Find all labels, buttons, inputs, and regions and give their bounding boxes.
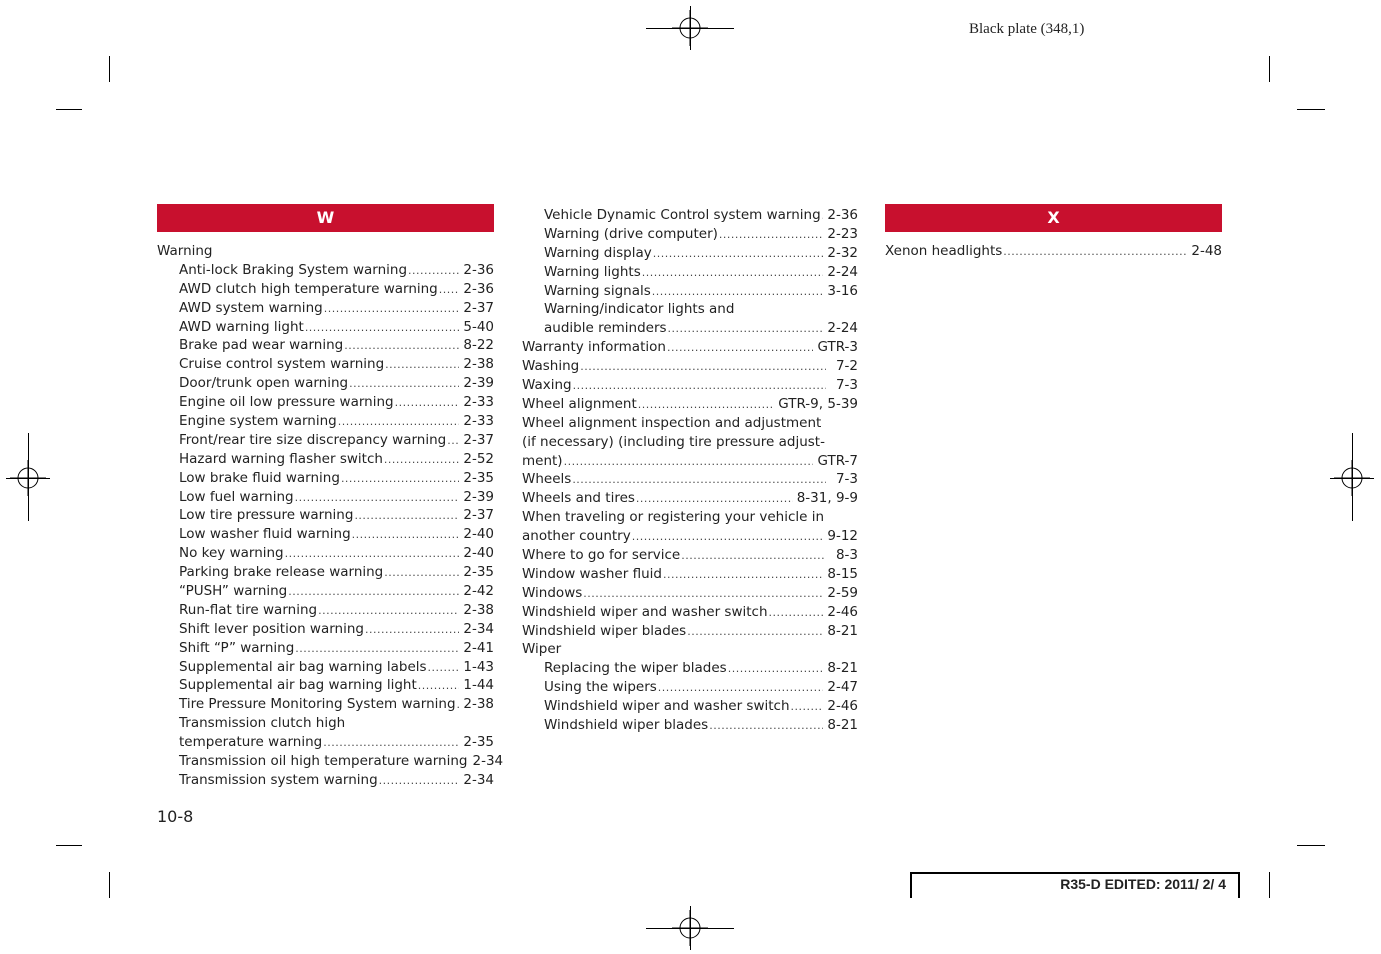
index-entry xyxy=(522,546,858,565)
entry-page: 2-38 xyxy=(463,601,494,618)
entry-text: Supplemental air bag warning labels xyxy=(179,658,427,675)
leader-dots xyxy=(318,601,459,620)
entry-text: Shift “P” warning xyxy=(179,639,295,656)
entry-text: Warning display xyxy=(544,244,652,261)
index-entry xyxy=(157,374,494,393)
entry-text: Windshield wiper blades xyxy=(544,717,709,734)
index-list xyxy=(522,659,858,735)
index-entry xyxy=(157,601,494,620)
entry-text: AWD system warning xyxy=(179,299,323,316)
leader-dots xyxy=(457,695,460,714)
entry-page: 8-31, 9-9 xyxy=(796,490,858,507)
leader-dots xyxy=(728,659,824,678)
leader-dots xyxy=(305,318,460,337)
entry-text: temperature warning xyxy=(179,734,323,751)
entry-page: 7-2 xyxy=(835,358,858,375)
index-entry xyxy=(157,639,494,658)
index-entry xyxy=(157,431,494,450)
index-entry xyxy=(157,506,494,525)
leader-dots xyxy=(564,452,814,471)
entry-text: Anti-lock Braking System warning xyxy=(179,261,408,278)
leader-dots xyxy=(324,299,460,318)
index-entry xyxy=(522,565,858,584)
entry-page: 2-37 xyxy=(463,299,494,316)
entry-text: Wheels xyxy=(522,471,572,488)
entry-text: Xenon headlights xyxy=(885,242,1003,259)
entry-text: Transmission oil high temperature warning xyxy=(179,753,468,770)
index-entry xyxy=(522,395,858,414)
index-list xyxy=(522,470,858,508)
crop-mark xyxy=(1297,845,1325,846)
leader-dots xyxy=(636,489,793,508)
crop-mark xyxy=(56,845,82,846)
index-entry xyxy=(522,452,858,471)
section-header-w: W xyxy=(157,204,494,232)
leader-dots xyxy=(295,488,460,507)
leader-dots xyxy=(385,355,459,374)
index-entry xyxy=(157,563,494,582)
entry-page: 2-34 xyxy=(463,620,494,637)
leader-dots xyxy=(384,450,459,469)
index-entry xyxy=(157,544,494,563)
index-entry xyxy=(157,525,494,544)
entry-text: Using the wipers xyxy=(544,679,657,696)
entry-page: 2-36 xyxy=(827,206,858,223)
index-entry xyxy=(157,299,494,318)
entry-page: 1-44 xyxy=(463,677,494,694)
entry-page: 5-40 xyxy=(463,318,494,335)
entry-page: 2-46 xyxy=(827,603,858,620)
leader-dots xyxy=(580,357,826,376)
leader-dots xyxy=(447,431,459,450)
leader-dots xyxy=(719,225,823,244)
leader-dots xyxy=(791,697,824,716)
entry-page: 2-40 xyxy=(463,545,494,562)
entry-text: Waxing xyxy=(522,377,572,393)
index-list xyxy=(522,206,858,300)
entry-page: 8-21 xyxy=(827,660,858,677)
index-entry xyxy=(885,242,1222,261)
index-entry xyxy=(157,582,494,601)
page-number: 10-8 xyxy=(157,807,194,826)
entry-text: Warning lights xyxy=(544,263,641,280)
index-entry xyxy=(157,488,494,507)
entry-page: 8-21 xyxy=(827,717,858,734)
index-entry xyxy=(522,697,858,716)
entry-text: Wheel alignment xyxy=(522,395,637,412)
index-entry xyxy=(522,263,858,282)
entry-page: GTR-9, 5-39 xyxy=(778,395,858,412)
crop-mark xyxy=(1269,872,1270,898)
leader-dots xyxy=(288,582,459,601)
entry-page: 2-33 xyxy=(463,413,494,429)
index-list xyxy=(522,338,858,414)
leader-dots xyxy=(338,412,460,431)
leader-dots xyxy=(663,565,823,584)
plate-label: Black plate (348,1) xyxy=(969,21,1085,37)
entry-page: 2-38 xyxy=(463,356,494,373)
index-entry xyxy=(522,489,858,508)
entry-text: Low brake fluid warning xyxy=(179,469,340,486)
index-entry xyxy=(157,450,494,469)
index-entry-continued: Wheel alignment inspection and adjustment xyxy=(522,414,822,431)
index-list xyxy=(157,752,504,790)
index-entry xyxy=(522,584,858,603)
index-entry-continued: Transmission clutch high xyxy=(179,715,346,732)
leader-dots xyxy=(323,733,459,752)
entry-text: AWD clutch high temperature warning xyxy=(179,280,438,297)
index-entry xyxy=(522,225,858,244)
leader-dots xyxy=(709,716,823,735)
leader-dots xyxy=(428,658,460,677)
index-entry-continued: When traveling or registering your vehicle in xyxy=(522,509,825,526)
index-entry xyxy=(522,206,858,225)
entry-page: 2-24 xyxy=(827,263,858,280)
leader-dots xyxy=(384,563,459,582)
leader-dots xyxy=(349,374,459,393)
index-entry xyxy=(522,603,858,622)
leader-dots xyxy=(1003,242,1187,261)
index-heading-wiper: Wiper xyxy=(522,641,562,658)
index-entry xyxy=(157,695,494,714)
index-list xyxy=(522,546,858,640)
index-entry xyxy=(522,659,858,678)
entry-text: Window washer fluid xyxy=(522,565,662,582)
entry-page: 2-41 xyxy=(463,639,494,656)
index-entry xyxy=(522,716,858,735)
index-entry xyxy=(522,244,858,263)
entry-page: 2-32 xyxy=(827,244,858,261)
entry-text: Supplemental air bag warning light xyxy=(179,677,417,694)
index-entry-continued: Warning/indicator lights and xyxy=(544,301,735,318)
index-entry xyxy=(522,678,858,697)
entry-page: 2-59 xyxy=(827,584,858,601)
leader-dots xyxy=(667,338,814,357)
leader-dots xyxy=(408,261,459,280)
crop-mark xyxy=(1330,478,1374,479)
entry-page: 2-42 xyxy=(463,583,494,600)
crop-mark xyxy=(109,872,110,898)
entry-text: No key warning xyxy=(179,545,284,562)
entry-text: Wheels and tires xyxy=(522,490,635,507)
index-column-3 xyxy=(885,204,1222,261)
entry-text: another country xyxy=(522,528,631,545)
entry-text: Front/rear tire size discrepancy warning xyxy=(179,431,447,448)
index-entry xyxy=(157,261,494,280)
leader-dots xyxy=(769,603,824,622)
index-heading-warning: Warning xyxy=(157,243,213,259)
entry-page: 2-37 xyxy=(463,507,494,524)
entry-text: Vehicle Dynamic Control system warning xyxy=(544,206,821,223)
index-entry-continued: (if necessary) (including tire pressure adjust- xyxy=(522,433,825,450)
entry-page: 2-48 xyxy=(1191,242,1222,259)
entry-text: Engine oil low pressure warning xyxy=(179,394,394,411)
entry-page: 9-12 xyxy=(827,528,858,545)
entry-page: 2-34 xyxy=(472,753,504,770)
entry-page: 8-22 xyxy=(463,337,494,354)
entry-page: 2-39 xyxy=(463,375,494,392)
crop-mark xyxy=(109,56,110,82)
entry-page: 7-3 xyxy=(835,377,858,393)
entry-text: Shift lever position warning xyxy=(179,620,364,637)
index-entry xyxy=(522,338,858,357)
index-entry xyxy=(157,355,494,374)
crop-mark xyxy=(56,109,82,110)
index-entry xyxy=(522,470,858,489)
index-entry xyxy=(157,658,494,677)
entry-text: Windshield wiper and washer switch xyxy=(522,603,768,620)
entry-text: Parking brake release warning xyxy=(179,564,384,581)
entry-page: 3-16 xyxy=(827,282,858,299)
entry-page: 8-3 xyxy=(835,547,858,564)
entry-page: 2-24 xyxy=(827,320,858,337)
entry-page: 2-35 xyxy=(463,734,494,751)
entry-page: 2-23 xyxy=(827,225,858,242)
leader-dots xyxy=(583,584,823,603)
entry-page: 1-43 xyxy=(463,658,494,675)
entry-text: Windows xyxy=(522,584,583,601)
entry-text: Brake pad wear warning xyxy=(179,337,344,354)
entry-text: AWD warning light xyxy=(179,318,304,335)
index-column-1 xyxy=(157,204,504,790)
entry-page: 2-46 xyxy=(827,698,858,715)
entry-page: 2-38 xyxy=(463,696,494,713)
index-entry xyxy=(157,336,494,355)
leader-dots xyxy=(352,525,460,544)
entry-text: Low washer fluid warning xyxy=(179,526,351,543)
index-entry xyxy=(157,469,494,488)
index-entry xyxy=(522,622,858,641)
leader-dots xyxy=(344,336,459,355)
crop-mark xyxy=(6,478,50,479)
index-entry xyxy=(157,393,494,412)
entry-page: 2-36 xyxy=(463,280,494,297)
leader-dots xyxy=(687,622,823,641)
crop-mark xyxy=(1352,433,1353,521)
entry-page: GTR-3 xyxy=(817,339,858,356)
leader-dots xyxy=(681,546,826,565)
leader-dots xyxy=(822,206,824,225)
index-entry xyxy=(157,280,494,299)
entry-text: “PUSH” warning xyxy=(179,583,288,600)
crop-mark xyxy=(690,6,691,50)
entry-text: Where to go for service xyxy=(522,547,681,564)
index-entry xyxy=(157,620,494,639)
entry-page: 2-36 xyxy=(463,261,494,278)
entry-text: Run-flat tire warning xyxy=(179,601,318,618)
entry-text: ment) xyxy=(522,452,563,469)
entry-page: 8-15 xyxy=(827,565,858,582)
crop-mark xyxy=(1269,56,1270,82)
leader-dots xyxy=(632,527,824,546)
crop-mark xyxy=(28,433,29,521)
leader-dots xyxy=(439,280,460,299)
entry-text: Tire Pressure Monitoring System warning xyxy=(179,696,456,713)
entry-page: 2-40 xyxy=(463,526,494,543)
entry-text: Washing xyxy=(522,358,580,375)
entry-text: Replacing the wiper blades xyxy=(544,660,727,677)
entry-page: 2-34 xyxy=(463,771,494,788)
entry-text: Door/trunk open warning xyxy=(179,375,349,392)
index-entry xyxy=(157,318,494,337)
entry-text: Warranty information xyxy=(522,339,666,356)
index-entry xyxy=(522,376,858,395)
entry-page: 8-21 xyxy=(827,622,858,639)
leader-dots xyxy=(341,469,459,488)
entry-page: 2-37 xyxy=(463,431,494,448)
leader-dots xyxy=(652,282,824,301)
entry-page: 2-39 xyxy=(463,488,494,505)
entry-page: 2-52 xyxy=(463,450,494,467)
entry-text: Warning (drive computer) xyxy=(544,225,718,242)
entry-text: Low fuel warning xyxy=(179,488,294,505)
index-entry xyxy=(157,676,494,695)
edited-stamp: R35-D EDITED: 2011/ 2/ 4 xyxy=(910,872,1240,898)
entry-page: 2-35 xyxy=(463,564,494,581)
leader-dots xyxy=(573,376,826,395)
leader-dots xyxy=(285,544,460,563)
index-entry xyxy=(157,733,494,752)
entry-text: Engine system warning xyxy=(179,413,337,429)
leader-dots xyxy=(295,639,459,658)
index-entry xyxy=(157,771,494,790)
entry-text: Warning signals xyxy=(544,282,651,299)
leader-dots xyxy=(365,620,459,639)
section-header-x: X xyxy=(885,204,1222,232)
entry-page: 2-35 xyxy=(463,469,494,486)
entry-text: Cruise control system warning xyxy=(179,356,385,373)
leader-dots xyxy=(638,395,774,414)
index-list xyxy=(157,261,494,714)
leader-dots xyxy=(658,678,824,697)
entry-text: Windshield wiper blades xyxy=(522,622,687,639)
leader-dots xyxy=(668,319,824,338)
index-column-2 xyxy=(522,206,858,735)
index-entry xyxy=(157,752,504,771)
leader-dots xyxy=(572,470,826,489)
index-entry xyxy=(522,319,858,338)
entry-page: 7-3 xyxy=(835,471,858,488)
crop-mark xyxy=(690,906,691,950)
crop-mark xyxy=(1297,109,1325,110)
index-list xyxy=(885,242,1222,261)
entry-page: 2-33 xyxy=(463,394,494,411)
index-entry xyxy=(522,282,858,301)
entry-page: GTR-7 xyxy=(817,452,858,469)
entry-page: 2-47 xyxy=(827,679,858,696)
leader-dots xyxy=(653,244,824,263)
entry-text: audible reminders xyxy=(544,320,667,337)
leader-dots xyxy=(354,506,459,525)
entry-text: Transmission system warning xyxy=(179,771,378,788)
entry-text: Hazard warning flasher switch xyxy=(179,450,383,467)
index-entry xyxy=(522,357,858,376)
entry-text: Windshield wiper and washer switch xyxy=(544,698,790,715)
leader-dots xyxy=(418,676,460,695)
index-entry xyxy=(522,527,858,546)
leader-dots xyxy=(642,263,824,282)
index-entry xyxy=(157,412,494,431)
leader-dots xyxy=(395,393,460,412)
leader-dots xyxy=(379,771,460,790)
entry-text: Low tire pressure warning xyxy=(179,507,354,524)
